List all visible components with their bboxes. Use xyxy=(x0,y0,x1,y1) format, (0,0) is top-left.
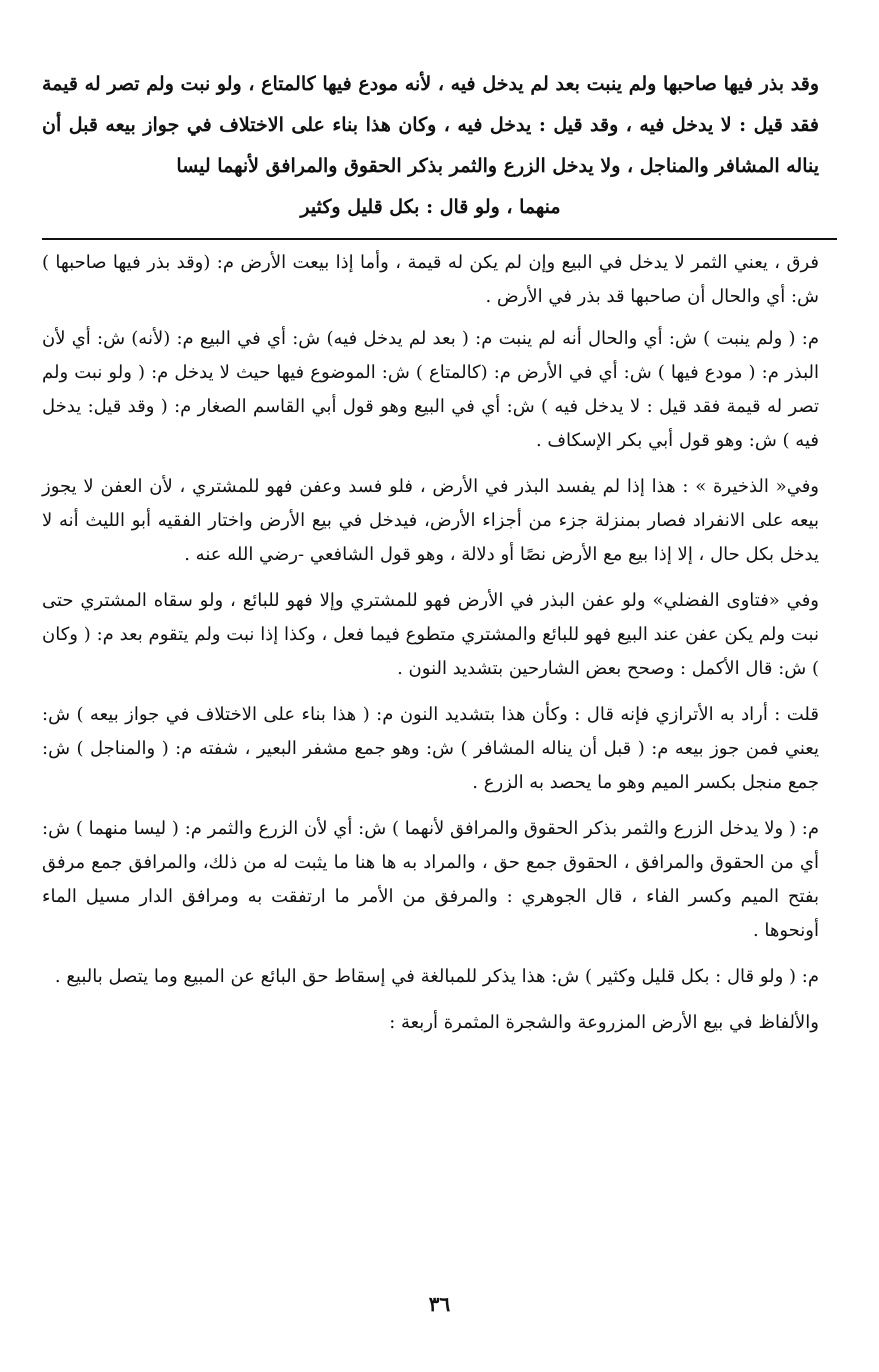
commentary-paragraph-1: فرق ، يعني الثمر لا يدخل في البيع وإن لم يكن له قيمة ، وأما إذا بيعت الأرض م: (وقد بذر فيها صاحبها ) ش: أي والحال أن صاحبها قد بذر في الأرض . xyxy=(42,252,819,307)
separator-line xyxy=(42,238,837,240)
main-text-line-2: له قيمة فقد قيل : لا يدخل فيه ، وقد قيل : يدخل فيه ، وكان هذا بناء على الاختلاف في جواز xyxy=(42,73,819,136)
commentary-paragraph-5: قلت : أراد به الأترازي فإنه قال : وكأن هذا بتشديد النون م: ( هذا بناء على الاختلاف في جواز بيعه ) ش: يعني فمن جوز بيعه م: ( قبل أن يناله المشافر ) ش: وهو جمع مشفر البعير ، شفته م: ( والمناجل ) ش: جمع منجل بكسر الميم وهو ما يحصد به الزرع . xyxy=(42,704,819,793)
main-text-line-4: منهما ، ولو قال : بكل قليل وكثير xyxy=(300,196,561,218)
commentary-paragraph-8: والألفاظ في بيع الأرض المزروعة والشجرة المثمرة أربعة : xyxy=(389,1012,819,1033)
commentary xyxy=(42,246,819,1052)
commentary-paragraph-3: وفي« الذخيرة » : هذا إذا لم يفسد البذر في الأرض ، فلو فسد وعفن فهو للمشتري ، لأن العفن لا يجوز بيعه على الانفراد فصار بمنزلة جزء من أجزاء الأرض، فيدخل في بيع الأرض واختار الفقيه أبو الليث أنه لا يدخل بكل حال ، إلا إذا بيع مع الأرض نصًا أو دلالة ، وهو قول الشافعي -رضي الله عنه . xyxy=(42,476,819,565)
page-number: ٣٦ xyxy=(428,1292,451,1316)
commentary-paragraph-7: م: ( ولو قال : بكل قليل وكثير ) ش: هذا يذكر للمبالغة في إسقاط حق البائع عن المبيع وما يتصل بالبيع . xyxy=(54,966,819,987)
main-text xyxy=(42,64,819,228)
main-text-line-3: بيعه قبل أن يناله المشافر والمناجل ، ولا يدخل الزرع والثمر بذكر الحقوق والمرافق لأنهما ليسا xyxy=(42,114,819,177)
commentary-paragraph-2: م: ( ولم ينبت ) ش: أي والحال أنه لم ينبت م: ( بعد لم يدخل فيه) ش: أي في البيع م: (لأنه) ش: أي لأن البذر م: ( مودع فيها ) ش: أي في الأرض م: (كالمتاع ) ش: الموضوع فيها حيث لا يدخل م: ( ولو نبت ولم تصر له قيمة فقد قيل : لا يدخل فيه ) ش: أي في البيع وهو قول أبي القاسم الصغار م: ( وقد قيل: يدخل فيه ) ش: وهو قول أبي بكر الإسكاف . xyxy=(42,328,819,451)
commentary-paragraph-4: وفي «فتاوى الفضلي» ولو عفن البذر في الأرض فهو للمشتري وإلا فهو للبائع ، ولو سقاه المشتري حتى نبت ولم يكن عفن عند البيع فهو للبائع والمشتري متطوع فيما فعل ، وكذا إذا نبت ولم يتقوم بعد م: ( وكان ) ش: قال الأكمل : وصحح بعض الشارحين بتشديد النون . xyxy=(42,590,819,679)
main-text-line-1: وقد بذر فيها صاحبها ولم ينبت بعد لم يدخل فيه ، لأنه مودع فيها كالمتاع ، ولو نبت ولم تصر xyxy=(107,73,820,95)
commentary-paragraph-6: م: ( ولا يدخل الزرع والثمر بذكر الحقوق والمرافق لأنهما ) ش: أي لأن الزرع والثمر م: ( ليسا منهما ) ش: أي من الحقوق والمرافق ، الحقوق جمع حق ، والمراد به ها هنا ما يثبت له من ذلك، والمرافق جمع مرفق بفتح الميم وكسر الفاء ، قال الجوهري : والمرفق من الأمر ما ارتفقت به ومرافق الدار مسيل الماء أونحوها . xyxy=(42,818,819,941)
